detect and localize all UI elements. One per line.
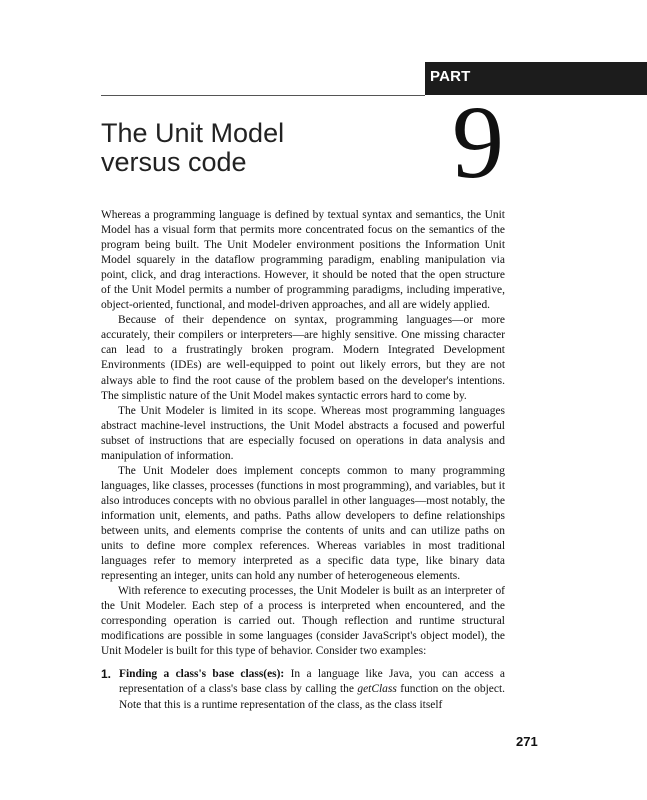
part-number: 9 [452,85,504,200]
paragraph-5: With reference to executing processes, the Unit Modeler is built as an interpreter of the Unit Modeler. Each step of a process is interpreted when encountered, and the corresponding operation is carried out. Though reflection and runtime structural modifications are possible in some languages (consider JavaScript's object model), the Unit Modeler is built for this type of behavior. Consider two examples: [101,585,505,658]
list-item-text [119,667,505,712]
list-item-number: 1. [101,667,112,682]
list-item [101,667,505,712]
list-item-lead: Finding a class's base class(es): [119,668,285,681]
list-item-text-after: function on the object. Note that this is a runtime representation of the class, as the class itself [119,683,505,711]
paragraph-1: Whereas a programming language is defined by textual syntax and semantics, the Unit Model has a visual form that permits more concentrated focus on the semantics of the program being built. The Unit Modeler environment positions the Information Unit Model squarely in the dataflow programming paradigm, enabling manipulation via point, click, and drag interactions. However, it should be noted that the open structure of the Unit Model permits a number of programming paradigms, including imperative, object-oriented, functional, and model-driven approaches, and all are widely applied. [101,209,505,312]
paragraph-4: The Unit Modeler does implement concepts common to many programming languages, like classes, processes (functions in most programming), and variables, but it also introduces concepts with no obvious parallel in other languages—most notably, the information unit, elements, and paths. Paths allow developers to define relationships between units, and elements comprise the contents of units and can utilize paths on units to define more complex references. Whereas variables in most traditional languages refer to memory interpreted as a specific data type, like binary data representing an integer, units can hold any number of heterogeneous elements. [101,464,505,583]
header-rule [101,95,425,96]
list-item-code-term: getClass [357,683,397,696]
paragraph-2: Because of their dependence on syntax, programming languages—or more accurately, their compilers or interpreters—are highly sensitive. One missing character can lead to a frustratingly broken program. Modern Integrated Development Environments (IDEs) are well-equipped to point out likely errors, but they are not always able to find the root cause of the problem based on the developer's intentions. The simplistic nature of the Unit Model makes syntactic errors hard to come by. [101,314,505,402]
list-item-text-before: In a language like Java, you can access a representation of a class's base class by calling the [119,668,505,696]
body-text [101,208,505,713]
chapter-title [101,119,284,177]
chapter-title-line-1: The Unit Model [101,118,285,148]
page-number: 271 [516,734,538,749]
paragraph-3: The Unit Modeler is limited in its scope. Whereas most programming languages abstract machine-level instructions, the Unit Model abstracts a focused and powerful subset of instructions that are especially focused on operations in data analysis and manipulation of information. [101,404,505,462]
chapter-title-line-2: versus code [101,147,247,177]
numbered-list [101,667,505,712]
part-label: PART [430,68,471,85]
